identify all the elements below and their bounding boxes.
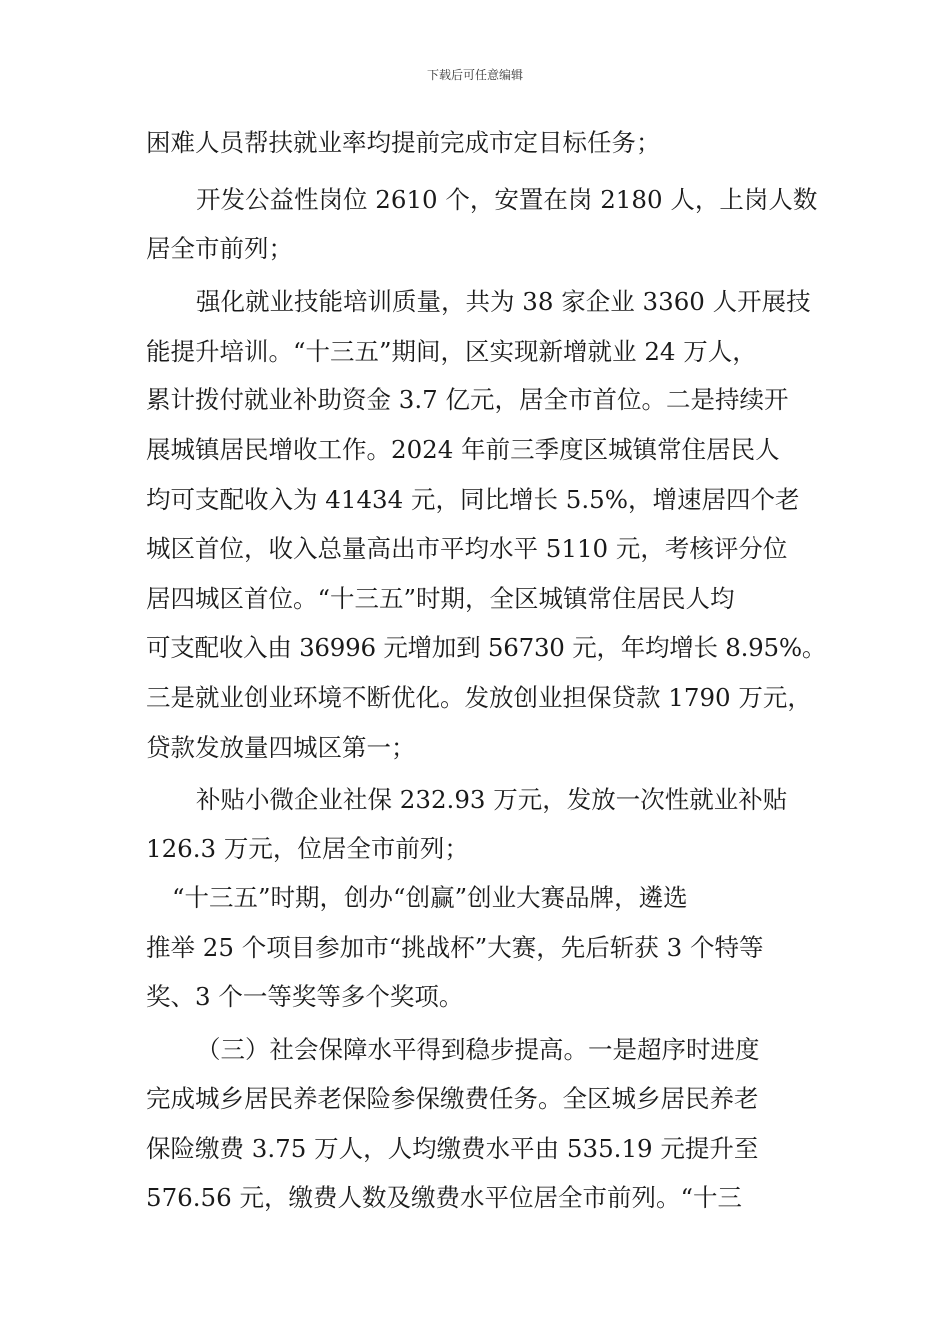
text-line-21: 保险缴费 3.75 万人，人均缴费水平由 535.19 元提升至 — [146, 1134, 759, 1163]
text-line-15: 126.3 万元，位居全市前列； — [146, 834, 469, 863]
text-line-13: 贷款发放量四城区第一； — [146, 733, 416, 762]
text-line-8: 均可支配收入为 41434 元，同比增长 5.5%，增速居四个老 — [146, 485, 800, 514]
text-line-6: 累计拨付就业补助资金 3.7 亿元，居全市首位。二是持续开 — [146, 385, 789, 414]
text-line-11: 可支配收入由 36996 元增加到 56730 元，年均增长 8.95%。 — [146, 633, 827, 662]
page-header: 下载后可任意编辑 — [426, 68, 523, 82]
text-line-1: 困难人员帮扶就业率均提前完成市定目标任务； — [146, 128, 661, 157]
text-line-12: 三是就业创业环境不断优化。发放创业担保贷款 1790 万元， — [146, 683, 812, 712]
text-line-14: 补贴小微企业社保 232.93 万元，发放一次性就业补贴 — [196, 785, 788, 814]
text-line-2: 开发公益性岗位 2610 个，安置在岗 2180 人，上岗人数 — [196, 185, 818, 214]
text-line-3: 居全市前列； — [146, 234, 293, 263]
text-line-10: 居四城区首位。“十三五”时期，全区城镇常住居民人均 — [146, 584, 735, 613]
text-line-17: 推举 25 个项目参加市“挑战杯”大赛，先后斩获 3 个特等 — [146, 933, 764, 962]
text-line-16: “十三五”时期，创办“创赢”创业大赛品牌，遴选 — [172, 883, 688, 912]
text-line-19: （三）社会保障水平得到稳步提高。一是超序时进度 — [196, 1035, 760, 1064]
text-line-4: 强化就业技能培训质量，共为 38 家企业 3360 人开展技 — [196, 287, 811, 316]
text-line-9: 城区首位，收入总量高出市平均水平 5110 元，考核评分位 — [146, 534, 788, 563]
text-line-20: 完成城乡居民养老保险参保缴费任务。全区城乡居民养老 — [146, 1084, 759, 1113]
text-line-22: 576.56 元，缴费人数及缴费水平位居全市前列。“十三 — [146, 1183, 743, 1212]
text-line-5: 能提升培训。“十三五”期间，区实现新增就业 24 万人， — [146, 337, 757, 366]
text-line-18: 奖、3 个一等奖等多个奖项。 — [146, 982, 464, 1011]
text-line-7: 展城镇居民增收工作。2024 年前三季度区城镇常住居民人 — [146, 435, 780, 464]
